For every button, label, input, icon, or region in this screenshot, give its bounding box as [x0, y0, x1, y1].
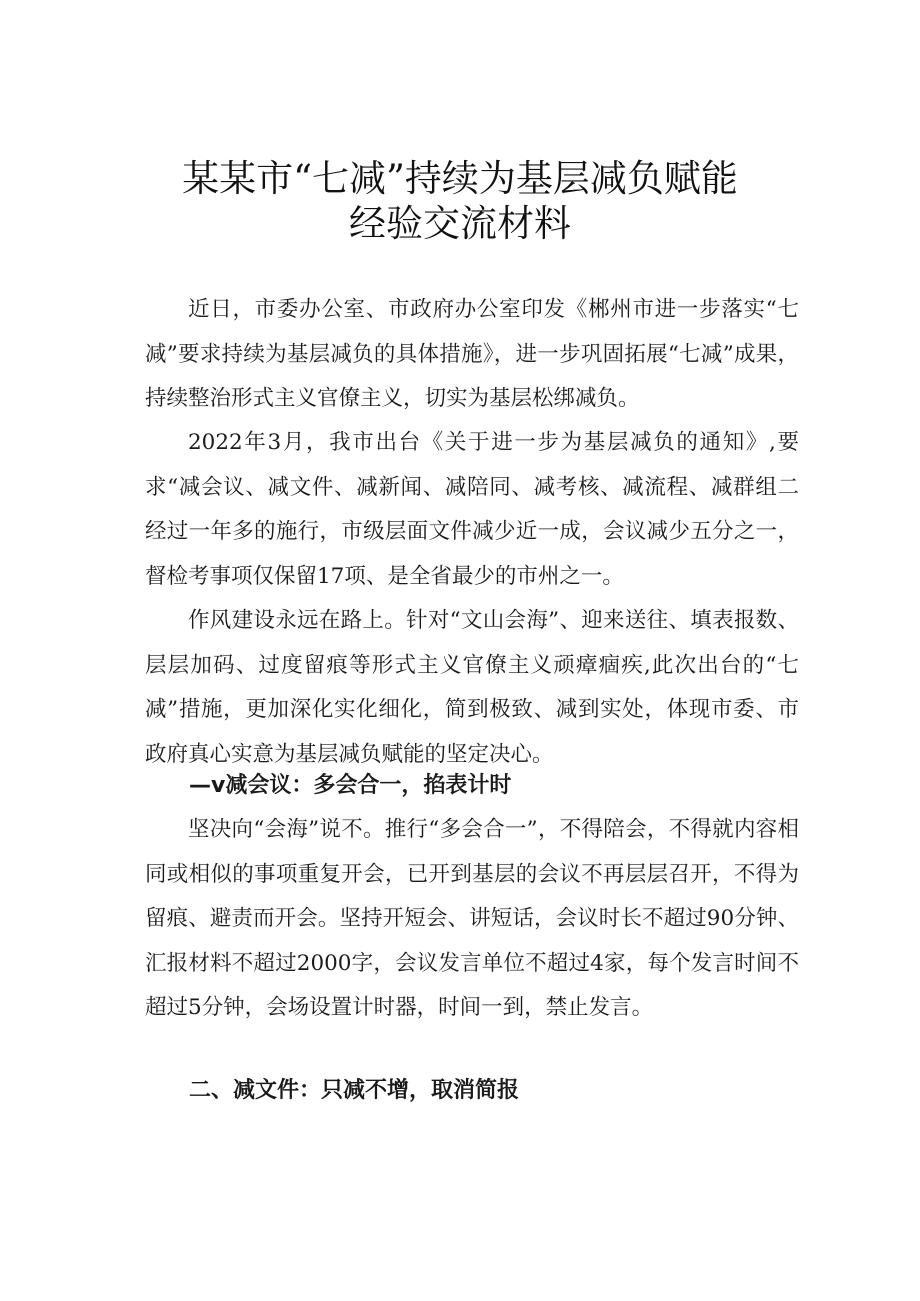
paragraph-intro: 近日，市委办公室、市政府办公室印发《郴州市进一步落实“七减”要求持续为基层减负的具体措施》，进一步巩固拓展“七减”成果，持续整治形式主义官僚主义，切实为基层松绑减负。 — [145, 297, 799, 411]
document-title-line-1: 某某市“七减”持续为基层减负赋能 — [182, 157, 738, 200]
paragraph-meetings: 坚决向“会海”说不。推行“多会合一”，不得陪会，不得就内容相同或相似的事项重复开会，已开到基层的会议不再层层召开，不得为留痕、避责而开会。坚持开短会、讲短话，会议时长不超过90分钟、汇报材料不超过2000字，会议发言单位不超过4家，每个发言时间不超过5分钟，会场设置计时器，时间一到，禁止发言。 — [145, 817, 799, 1020]
paragraph-background: 2022年3月，我市出台《关于进一步为基层减负的通知》,要求“减会议、减文件、减新闻、减陪同、减考核、减流程、减群组二经过一年多的施行，市级层面文件减少近一成，会议减少五分之一，督检考事项仅保留17项、是全省最少的市州之一。 — [145, 430, 799, 589]
section-heading-2: 二、减文件：只减不增，取消简报 — [189, 1078, 520, 1103]
document-title-line-2: 经验交流材料 — [349, 202, 571, 245]
paragraph-work-style: 作风建设永远在路上。针对“文山会海”、迎来送往、填表报数、层层加码、过度留痕等形式主义官僚主义顽瘴痼疾,此次出台的“七减”措施，更加深化实化细化，简到极致、减到实处，体现市委、市政府真心实意为基层减负赋能的坚定决心。 — [145, 608, 799, 767]
section-heading-1: —v减会议：多会合一，掐表计时 — [189, 773, 512, 798]
